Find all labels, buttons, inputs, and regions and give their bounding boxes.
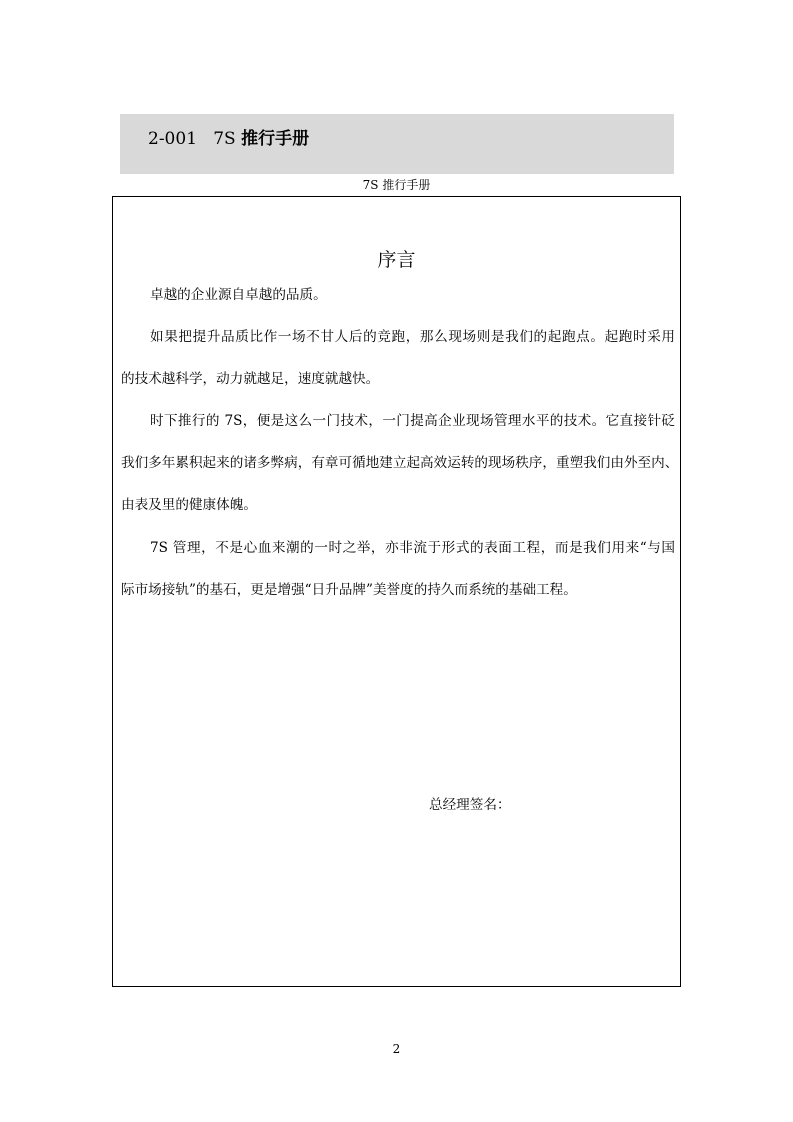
section-header [120,114,674,174]
header-title [148,124,309,149]
page-number: 2 [392,1042,401,1056]
header-code: 2-001 [148,129,198,149]
paragraph-line: 际市场接轨”的基石，更是增强“日升品牌”美誉度的持久而系统的基础工程。 [121,581,577,598]
paragraph-line: 如果把提升品质比作一场不甘人后的竞跑，那么现场则是我们的起跑点。起跑时采用 [150,329,675,346]
paragraph-line: 卓越的企业源自卓越的品质。 [150,287,327,303]
paragraph-line: 7S 管理，不是心血来潮的一时之举，亦非流于形式的表面工程，而是我们用来“与国 [150,539,675,556]
header-title-prefix: 7S [213,129,236,149]
content-frame [112,196,681,987]
signature-label: 总经理签名： [429,797,511,813]
paragraph-line: 的技术越科学，动力就越足，速度就越快。 [121,371,380,388]
paragraph-line: 我们多年累积起来的诸多弊病，有章可循地建立起高效运转的现场秩序，重塑我们由外至内、 [121,455,679,472]
paragraph-line: 由表及里的健康体魄。 [121,497,257,514]
preface-body [121,285,679,622]
section-title: 序言 [377,249,416,271]
paragraph-line: 时下推行的 7S，便是这么一门技术，一门提高企业现场管理水平的技术。它直接针砭 [150,413,675,430]
header-title-text: 推行手册 [241,129,310,149]
document-subtitle: 7S 推行手册 [362,178,431,192]
